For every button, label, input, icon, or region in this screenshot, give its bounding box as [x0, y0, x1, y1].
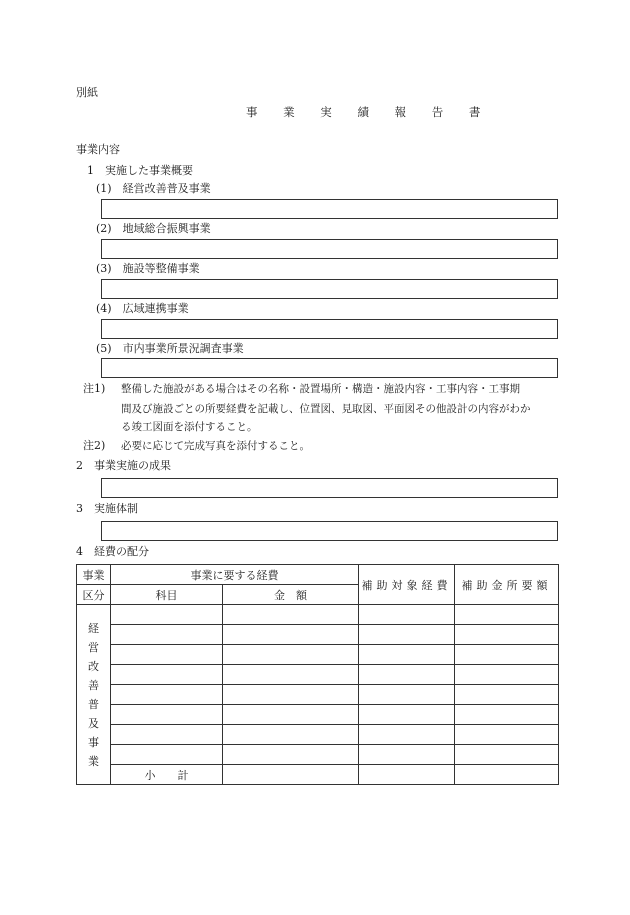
header-item: 科目	[111, 585, 223, 605]
amount-cell[interactable]	[223, 665, 359, 685]
item-5-field[interactable]	[101, 358, 558, 378]
amount-cell[interactable]	[223, 725, 359, 745]
amount-cell[interactable]	[223, 605, 359, 625]
item-3-field[interactable]	[101, 279, 558, 299]
eligible-cell[interactable]	[359, 745, 455, 765]
cost-allocation-table	[76, 564, 559, 785]
item-2-field[interactable]	[101, 239, 558, 259]
amount-cell[interactable]	[223, 745, 359, 765]
section-4-label: 4 経費の配分	[76, 545, 149, 558]
note-1-line-3: る竣工図面を添付すること。	[121, 421, 258, 433]
section-3-label: 3 実施体制	[76, 502, 138, 515]
section-1-label: 1 実施した事業概要	[87, 164, 193, 177]
note-1-line-2: 間及び施設ごとの所要経費を記載し、位置図、見取図、平面図その他設計の内容がわか	[121, 403, 531, 415]
section-heading: 事業内容	[76, 143, 120, 156]
amount-cell[interactable]	[223, 625, 359, 645]
section-3-field[interactable]	[101, 521, 558, 541]
item-cell[interactable]	[111, 665, 223, 685]
header-category: 区分	[77, 585, 111, 605]
page-title: 事 業 実 績 報 告 書	[246, 105, 492, 119]
amount-cell[interactable]	[223, 685, 359, 705]
subtotal-amount-cell[interactable]	[223, 765, 359, 785]
eligible-cell[interactable]	[359, 725, 455, 745]
item-cell[interactable]	[111, 645, 223, 665]
header-grant-amount: 補助金所要額	[455, 565, 559, 605]
grant-cell[interactable]	[455, 665, 559, 685]
section-2-label: 2 事業実施の成果	[76, 459, 171, 472]
item-cell[interactable]	[111, 685, 223, 705]
item-1-label: (1) 経営改善普及事業	[96, 182, 211, 195]
item-2-label: (2) 地域総合振興事業	[96, 222, 211, 235]
eligible-cell[interactable]	[359, 665, 455, 685]
item-1-field[interactable]	[101, 199, 558, 219]
item-3-label: (3) 施設等整備事業	[96, 262, 200, 275]
item-4-label: (4) 広域連携事業	[96, 302, 189, 315]
subtotal-grant-cell[interactable]	[455, 765, 559, 785]
note-1-mark: 注1)	[83, 382, 106, 395]
note-1-line-1: 整備した施設がある場合はその名称・設置場所・構造・施設内容・工事内容・工事期	[121, 383, 520, 395]
eligible-cell[interactable]	[359, 605, 455, 625]
eligible-cell[interactable]	[359, 705, 455, 725]
grant-cell[interactable]	[455, 705, 559, 725]
header-eligible-cost: 補助対象経費	[359, 565, 455, 605]
group-label: 経営改善普及事業	[88, 621, 99, 768]
header-required-cost: 事業に要する経費	[111, 565, 359, 585]
grant-cell[interactable]	[455, 605, 559, 625]
item-5-label: (5) 市内事業所景況調査事業	[96, 342, 244, 355]
item-4-field[interactable]	[101, 319, 558, 339]
eligible-cell[interactable]	[359, 625, 455, 645]
subtotal-label: 小 計	[111, 765, 223, 785]
note-2-text: 必要に応じて完成写真を添付すること。	[121, 440, 310, 452]
grant-cell[interactable]	[455, 625, 559, 645]
item-cell[interactable]	[111, 625, 223, 645]
item-cell[interactable]	[111, 605, 223, 625]
note-2-mark: 注2)	[83, 439, 106, 452]
item-cell[interactable]	[111, 745, 223, 765]
grant-cell[interactable]	[455, 685, 559, 705]
group-label-cell	[77, 605, 111, 785]
attachment-label: 別紙	[76, 86, 98, 99]
header-amount: 金 額	[223, 585, 359, 605]
amount-cell[interactable]	[223, 645, 359, 665]
item-cell[interactable]	[111, 705, 223, 725]
amount-cell[interactable]	[223, 705, 359, 725]
subtotal-eligible-cell[interactable]	[359, 765, 455, 785]
grant-cell[interactable]	[455, 725, 559, 745]
eligible-cell[interactable]	[359, 685, 455, 705]
grant-cell[interactable]	[455, 645, 559, 665]
eligible-cell[interactable]	[359, 645, 455, 665]
grant-cell[interactable]	[455, 745, 559, 765]
section-2-field[interactable]	[101, 478, 558, 498]
item-cell[interactable]	[111, 725, 223, 745]
header-business: 事業	[77, 565, 111, 585]
